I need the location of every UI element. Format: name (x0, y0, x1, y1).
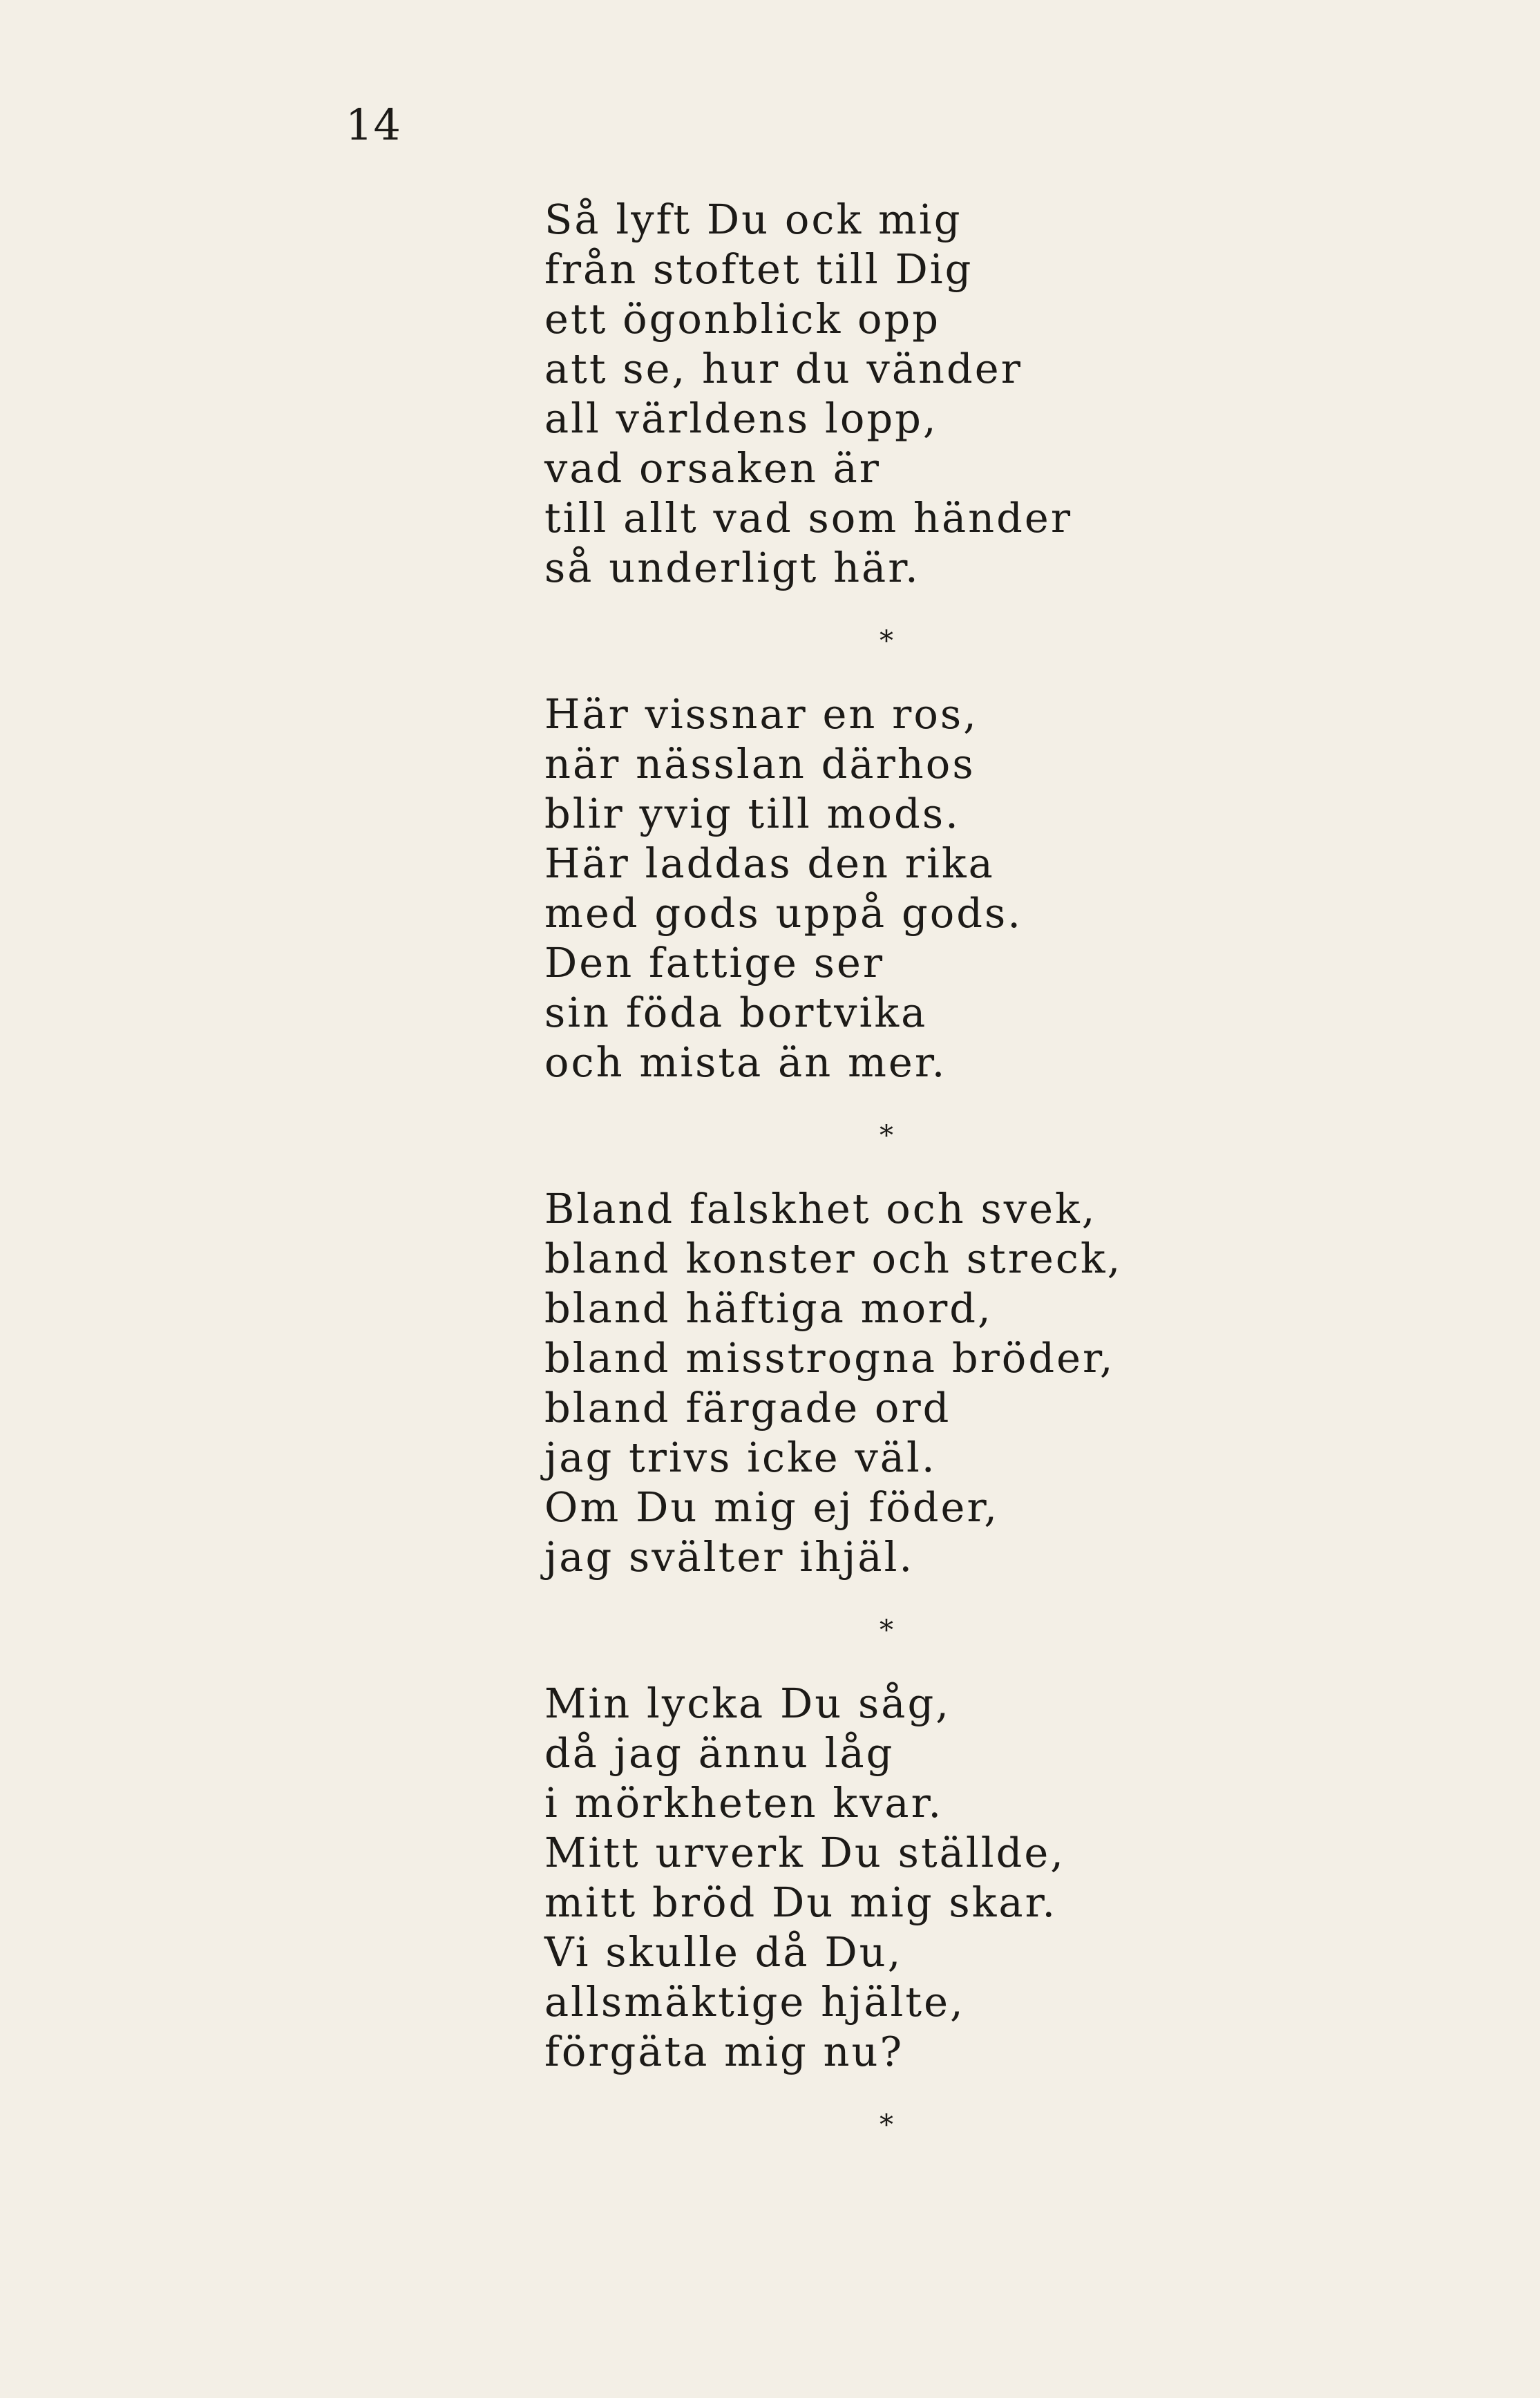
poem-line: allsmäktige hjälte, (544, 1978, 965, 2026)
poem-line: då jag ännu låg (544, 1729, 895, 1777)
poem-line: till allt vad som händer (544, 494, 1073, 542)
poem-line: förgäta mig nu? (544, 2028, 904, 2075)
poem-line: Bland falskhet och svek, (544, 1185, 1097, 1233)
poem-line: bland häftiga mord, (544, 1284, 993, 1332)
stanza-4 (544, 1679, 1443, 2077)
poem-line: bland konster och streck, (544, 1235, 1123, 1282)
stanza-3 (544, 1184, 1443, 1582)
poem-line: ett ögonblick opp (544, 295, 941, 343)
stanza-separator-asterisk: * (880, 1120, 893, 1152)
stanza-separator-asterisk: * (880, 1615, 893, 1646)
poem-line: jag svälter ihjäl. (544, 1533, 915, 1581)
poem-line: blir yvig till mods. (544, 790, 960, 837)
stanza-separator-asterisk: * (880, 625, 893, 657)
poem (544, 195, 1443, 2173)
poem-line: mitt bröd Du mig skar. (544, 1878, 1058, 1926)
poem-line: så underligt här. (544, 544, 920, 591)
stanza-1 (544, 195, 1443, 593)
poem-line: bland misstrogna bröder, (544, 1334, 1115, 1382)
poem-line: Om Du mig ej föder, (544, 1483, 999, 1531)
poem-line: Här vissnar en ros, (544, 690, 978, 738)
poem-line: all världens lopp, (544, 394, 938, 442)
page-number: 14 (345, 99, 401, 150)
poem-line: vad orsaken är (544, 444, 882, 492)
poem-line: sin föda bortvika (544, 989, 928, 1036)
poem-line: när nässlan därhos (544, 740, 976, 788)
poem-line: Den fattige ser (544, 939, 885, 987)
poem-line: bland färgade ord (544, 1384, 951, 1431)
poem-line: från stoftet till Dig (544, 245, 973, 293)
poem-line: i mörkheten kvar. (544, 1779, 944, 1827)
poem-line: Mitt urverk Du ställde, (544, 1829, 1066, 1876)
stanza-2 (544, 689, 1443, 1087)
poem-line: Här laddas den rika (544, 839, 995, 887)
poem-line: Min lycka Du såg, (544, 1679, 951, 1727)
poem-line: med gods uppå gods. (544, 889, 1023, 937)
poem-line: jag trivs icke väl. (544, 1434, 937, 1481)
poem-line: att se, hur du vänder (544, 345, 1023, 392)
poem-line: Så lyft Du ock mig (544, 196, 962, 243)
poem-line: och mista än mer. (544, 1038, 947, 1086)
poem-line: Vi skulle då Du, (544, 1928, 903, 1976)
stanza-separator-asterisk: * (880, 2109, 893, 2141)
